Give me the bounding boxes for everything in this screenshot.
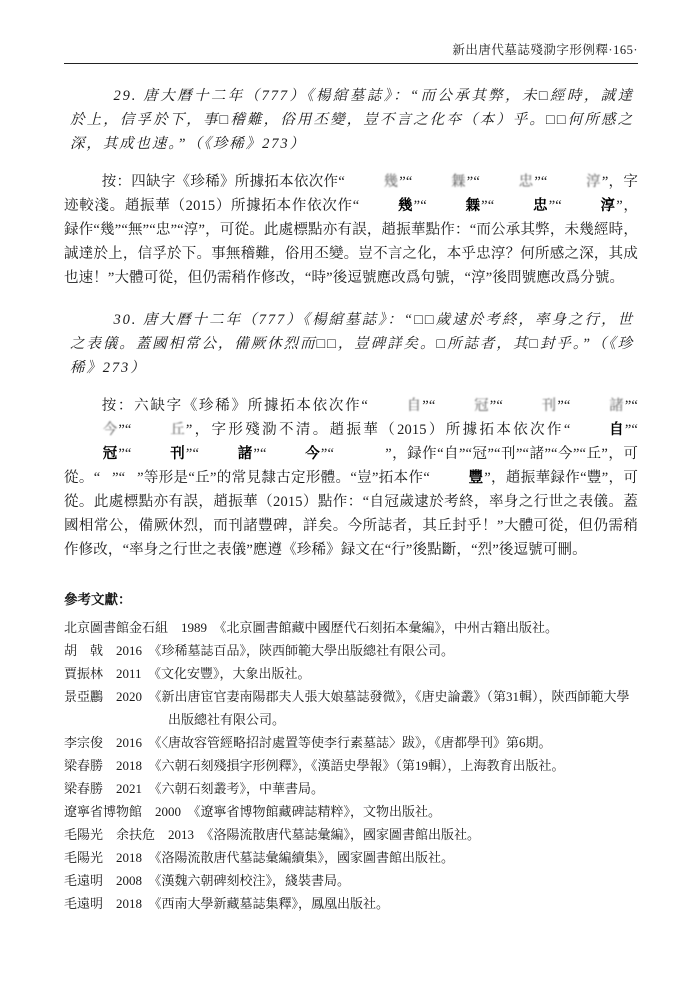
entry-29-commentary: 按：四缺字《珍稀》所據拓本依次作“ 幾”“ 橆”“ 忠”“ 淳”，字迹較淺。趙振華（2015）所據拓本作依次作“ 幾”“ 橆”“ 忠”“ 淳”，録作“幾”“無”“忠”“淳”，可從。此處標點亦有誤，趙振華點作：“而公承其弊，未幾經時，誠達於上，信孚於下。事無稽難，俗用丕變。豈不言之化，本乎忠淳？何所感之深，其成也速！”大體可從，但仍需稍作修改，“時”後逗號應改爲句號，“淳”後問號應改爲分號。 [64, 174, 638, 286]
reference-item: 胡 戟 2016 《珍稀墓誌百品》，陝西師範大學出版總社有限公司。 [64, 643, 455, 658]
entry-29-quote: 29. 唐大曆十二年（777）《楊綰墓誌》：“而公承其弊，未□經時，誠達於上，信孚於下，事□稽難，俗用丕變，豈不言之化夲（本）乎。□□何所感之深，其成也速。”（《珍稀》273） [70, 88, 634, 152]
damaged-glyph-image: 幾 [398, 198, 413, 214]
reference-item: 梁春勝 2018 《六朝石刻殘損字形例釋》，《漢語史學報》（第19輯），上海教育出版社。 [64, 758, 565, 773]
damaged-glyph-image: 諸 [609, 398, 624, 414]
header-rule [64, 63, 638, 64]
damaged-glyph-image: 自 [609, 422, 624, 438]
reference-item: 毛陽光 2018 《洛陽流散唐代墓誌彙編續集》，國家圖書館出版社。 [64, 850, 455, 865]
damaged-glyph-image: 橆 [465, 198, 481, 214]
damaged-glyph-image: 淳 [600, 198, 616, 214]
entry-30-quote: 30. 唐大曆十二年（777）《楊綰墓誌》：“□□歲逮於考終，率身之行，世之表儀。蓋國相常公，備厥休烈而□□，豈碑詳矣。□所誌者，其□封乎。”（《珍稀》273） [70, 312, 634, 376]
damaged-glyph-image: 自 [406, 398, 422, 414]
reference-item: 梁春勝 2021 《六朝石刻叢考》，中華書局。 [64, 781, 325, 796]
damaged-glyph-image: 橆 [451, 174, 466, 190]
reference-item: 遼寧省博物館 2000 《遼寧省博物館藏碑誌精粹》，文物出版社。 [64, 804, 442, 819]
damaged-glyph-image: 冠 [102, 446, 118, 462]
reference-item: 毛遠明 2008 《漢魏六朝碑刻校注》，綫裝書局。 [64, 873, 351, 888]
reference-item: 毛遠明 2018 《西南大學新藏墓誌集釋》，鳳凰出版社。 [64, 896, 390, 911]
running-header: 新出唐代墓誌殘泐字形例釋·165· [452, 43, 638, 57]
damaged-glyph-image: 刊 [541, 398, 557, 414]
reference-item: 北京圖書館金石組 1989 《北京圖書館藏中國歷代石刻拓本彙編》，中州古籍出版社。 [64, 620, 559, 635]
damaged-glyph-image: 諸 [237, 446, 253, 462]
damaged-glyph-image: 丘 [170, 422, 185, 438]
damaged-glyph-image: 刊 [170, 446, 185, 462]
damaged-glyph-image: 豐 [468, 470, 484, 486]
damaged-glyph-image: 幾 [383, 174, 399, 190]
entry-30-commentary: 按：六缺字《珍稀》所據拓本依次作“ 自”“ 冠”“ 刊”“ 諸”“今”“ 丘”，字形殘泐不清。趙振華（2015）所據拓本依次作“ 自”“冠”“ 刊”“ 諸”“ 今”“ 𠀌”，録作“自”“冠”“刊”“諸”“今”“丘”，可從。“𠀌”“𠀉”等形是“丘”的常見隸古定形體。“豈”拓本作“ 豐”，趙振華録作“豐”，可從。此處標點亦有誤，趙振華（2015）點作：“自冠歲逮於考終，率身之行世之表儀。蓋國相常公，備厥休烈，而刊諸豐碑，詳矣。今所誌者，其丘封乎！”大體可從，但仍需稍作修改，“率身之行世之表儀”應遵《珍稀》録文在“行”後點斷，“烈”後逗號可刪。 [64, 398, 639, 558]
damaged-glyph-image: 忠 [518, 174, 534, 190]
references-heading: 參考文獻： [64, 592, 132, 607]
references-list [64, 616, 638, 915]
reference-item: 李宗俊 2016 《〈唐故容管經略招討處置等使李行素墓誌〉跋》，《唐都學刊》第6期。 [64, 735, 552, 750]
reference-item: 賈振林 2011 《文化安豐》，大象出版社。 [64, 666, 311, 681]
damaged-glyph-image: 淳 [586, 174, 601, 190]
damaged-glyph-image: 今 [305, 446, 320, 462]
damaged-glyph-image: 今 [102, 422, 118, 438]
damaged-glyph-image: 冠 [474, 398, 489, 414]
reference-item: 景亞鸝 2020 《新出唐宦官妻南陽郡夫人張大娘墓誌發微》，《唐史論叢》（第31輯），陝西師範大學出版總社有限公司。 [64, 689, 630, 727]
damaged-glyph-image: 𠀌 [372, 446, 385, 462]
damaged-glyph-image: 忠 [533, 198, 548, 214]
reference-item: 毛陽光 余扶危 2013 《洛陽流散唐代墓誌彙編》，國家圖書館出版社。 [64, 827, 481, 842]
